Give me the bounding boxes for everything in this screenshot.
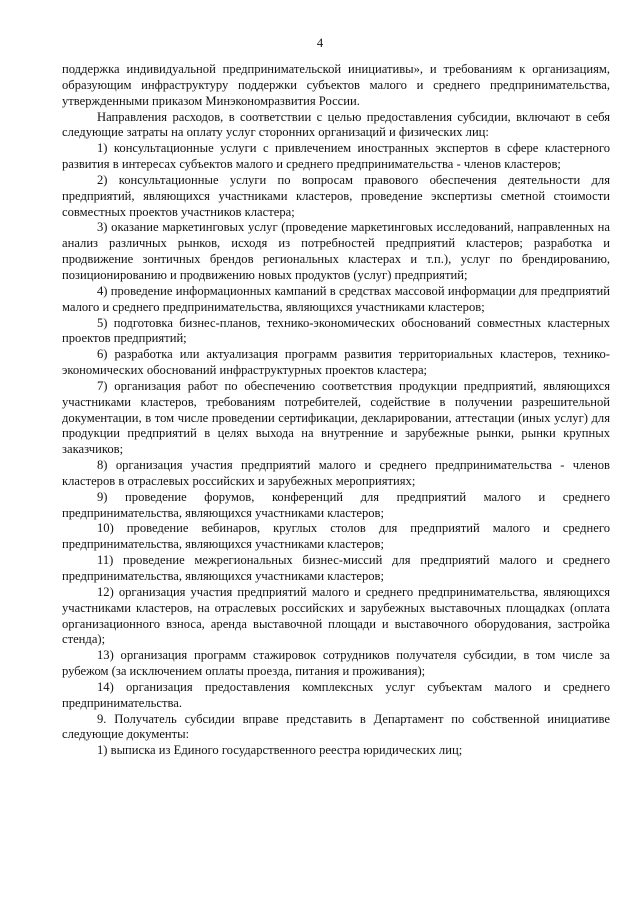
paragraph-expense-directions: Направления расходов, в соответствии с целью предоставления субсидии, включают в себя следующие затраты на оплату услуг сторонних организаций и физических лиц: xyxy=(62,109,610,140)
list-item-10: 10) проведение вебинаров, круглых столов для предприятий малого и среднего предпринимательства, являющихся участниками кластеров; xyxy=(62,521,610,552)
page-number: 4 xyxy=(316,36,324,50)
section-9-paragraph: 9. Получатель субсидии вправе представить в Департамент по собственной инициативе следующие документы: xyxy=(62,711,610,742)
paragraph-continuation: поддержка индивидуальной предпринимательской инициативы», и требованиям к организациям, образующим инфраструктуру поддержки субъектов малого и среднего предпринимательства, утвержденными приказом Минэкономразвития России. xyxy=(62,62,610,108)
list-item-5: 5) подготовка бизнес-планов, технико-экономических обоснований совместных кластерных проектов предприятий; xyxy=(62,315,610,346)
list-item-2: 2) консультационные услуги по вопросам правового обеспечения деятельности для предприятий, являющихся участниками кластеров, проведение экспертизы сметной стоимости совместных проектов участников кластера; xyxy=(62,172,610,219)
list-item-3: 3) оказание маркетинговых услуг (проведение маркетинговых исследований, направленных на анализ различных рынков, исходя из потребностей предприятий кластеров; разработка и продвижение зонтичных брендов региональных кластерах и т.п.), услуг по брендированию, позиционированию и продвижению новых продуктов (услуг) предприятий; xyxy=(62,220,610,282)
list-item-7: 7) организация работ по обеспечению соответствия продукции предприятий, являющихся участниками кластеров, требованиям потребителей, содействие в получении разрешительной документации, в том числе проведении сертификации, декларировании, аттестации (иных услуг) для продукции предприятий в целях выхода на внутренние и зарубежные рынки, рынки крупных заказчиков; xyxy=(62,378,610,457)
list-item-1: 1) консультационные услуги с привлечением иностранных экспертов в сфере кластерного развития в интересах субъектов малого и среднего предпринимательства - членов кластеров; xyxy=(62,141,610,172)
list-item-6: 6) разработка или актуализация программ развития территориальных кластеров, технико-экономических обоснований инфраструктурных проектов кластера; xyxy=(62,347,610,378)
document-body xyxy=(62,62,610,759)
list-item-14: 14) организация предоставления комплексных услуг субъектам малого и среднего предпринимательства. xyxy=(62,679,610,710)
section-9-list-item-1: 1) выписка из Единого государственного реестра юридических лиц; xyxy=(97,743,463,758)
list-item-13: 13) организация программ стажировок сотрудников получателя субсидии, в том числе за рубежом (за исключением оплаты проезда, питания и проживания); xyxy=(62,648,610,679)
list-item-12: 12) организация участия предприятий малого и среднего предпринимательства, являющихся участниками кластеров, на отраслевых российских и зарубежных выставочных площадках (оплата организационного взноса, аренда выставочной площади и выставочного оборудования, застройка стенда); xyxy=(62,584,610,647)
list-item-11: 11) проведение межрегиональных бизнес-миссий для предприятий малого и среднего предпринимательства, являющихся участниками кластеров; xyxy=(62,553,610,583)
list-item-8: 8) организация участия предприятий малого и среднего предпринимательства - членов кластеров в отраслевых российских и зарубежных мероприятиях; xyxy=(62,458,610,488)
list-item-9: 9) проведение форумов, конференций для предприятий малого и среднего предпринимательства, являющихся участниками кластеров; xyxy=(62,489,610,520)
list-item-4: 4) проведение информационных кампаний в средствах массовой информации для предприятий малого и среднего предпринимательства, являющихся участниками кластеров; xyxy=(62,283,610,314)
